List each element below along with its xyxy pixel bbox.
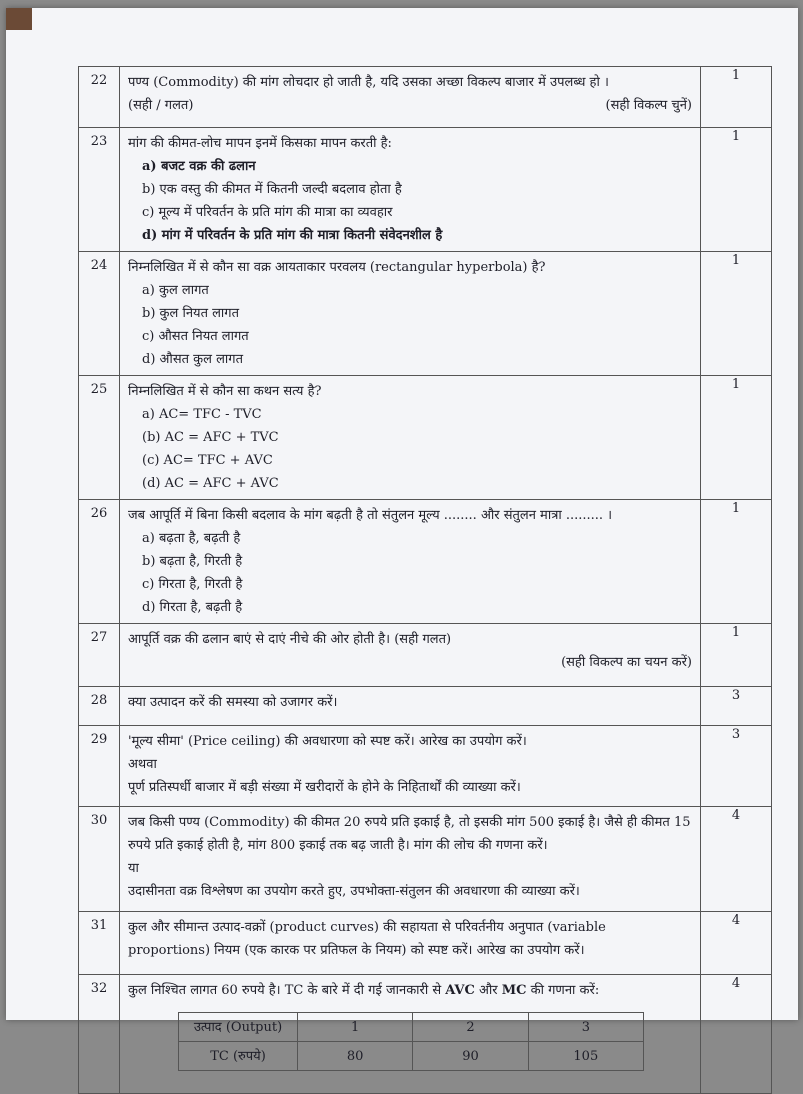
question-cell	[120, 128, 701, 252]
option-c: c) गिरता है, गिरती है	[142, 577, 243, 592]
option-b: b) कुल नियत लागत	[142, 306, 240, 321]
marks: 3	[701, 687, 772, 726]
question-cell	[120, 807, 701, 912]
table-cell: 3	[528, 1013, 643, 1042]
question-text: मांग की कीमत-लोच मापन इनमें किसका मापन करती है:	[128, 136, 392, 151]
question-row-25	[79, 376, 772, 500]
option-d: (d) AC = AFC + AVC	[142, 476, 279, 491]
question-cell	[120, 376, 701, 500]
marks: 1	[701, 252, 772, 376]
question-cell	[120, 624, 701, 687]
question-text: पण्य (Commodity) की मांग लोचदार हो जाती है, यदि उसका अच्छा विकल्प बाजार में उपलब्ध हो ।	[128, 75, 609, 90]
table-cell: 105	[528, 1042, 643, 1071]
marks: 4	[701, 912, 772, 975]
question-number: 29	[79, 726, 120, 807]
question-row-32	[79, 975, 772, 1094]
table-row-label: TC (रुपये)	[179, 1042, 298, 1071]
question-cell	[120, 687, 701, 726]
question-cell	[120, 726, 701, 807]
question-row-29	[79, 726, 772, 807]
question-cell	[120, 912, 701, 975]
table-row-label: उत्पाद (Output)	[179, 1013, 298, 1042]
option-a: a) कुल लागत	[142, 283, 209, 298]
table-row	[179, 1013, 644, 1042]
marks: 1	[701, 624, 772, 687]
question-cell	[120, 500, 701, 624]
option-c: (c) AC= TFC + AVC	[142, 453, 273, 468]
option-a: a) बढ़ता है, बढ़ती है	[142, 531, 241, 546]
option-d: d) औसत कुल लागत	[142, 352, 243, 367]
question-text: निम्नलिखित में से कौन सा कथन सत्य है?	[128, 384, 322, 399]
question-text: क्या उत्पादन करें की समस्या को उजागर करें।	[128, 695, 338, 710]
question-number: 24	[79, 252, 120, 376]
question-row-23	[79, 128, 772, 252]
option-c: c) मूल्य में परिवर्तन के प्रति मांग की मात्रा का व्यवहार	[142, 205, 393, 220]
option-a: a) बजट वक्र की ढलान	[142, 159, 256, 174]
question-row-31	[79, 912, 772, 975]
or-label: अथवा	[128, 757, 157, 772]
question-row-26	[79, 500, 772, 624]
marks: 1	[701, 376, 772, 500]
table-cell: 2	[413, 1013, 528, 1042]
question-text: जब आपूर्ति में बिना किसी बदलाव के मांग बढ़ती है तो संतुलन मूल्य ........ और संतुलन मात्रा ......... ।	[128, 508, 613, 523]
question-row-30	[79, 807, 772, 912]
question-text-alt: पूर्ण प्रतिस्पर्धी बाजार में बड़ी संख्या में खरीदारों के होने के निहितार्थों की व्याख्या करें।	[128, 780, 521, 795]
question-sub: (सही / गलत)	[128, 98, 194, 113]
question-row-24	[79, 252, 772, 376]
question-row-27	[79, 624, 772, 687]
exam-paper	[6, 8, 798, 1064]
question-number: 26	[79, 500, 120, 624]
question-cell	[120, 252, 701, 376]
question-number: 28	[79, 687, 120, 726]
question-cell	[120, 975, 701, 1094]
question-row-22	[79, 67, 772, 128]
question-number: 25	[79, 376, 120, 500]
question-instruction: (सही विकल्प का चयन करें)	[561, 655, 692, 670]
option-b: b) एक वस्तु की कीमत में कितनी जल्दी बदलाव होता है	[142, 182, 402, 197]
marks: 1	[701, 128, 772, 252]
question-text: कुल और सीमान्त उत्पाद-वक्रों (product curves) की सहायता से परिवर्तनीय अनुपात (variable proportions) नियम (एक कारक पर प्रतिफल के नियम) को स्पष्ट करें। आरेख का उपयोग करें।	[128, 920, 606, 958]
option-b: (b) AC = AFC + TVC	[142, 430, 279, 445]
marks: 1	[701, 500, 772, 624]
question-text: निम्नलिखित में से कौन सा वक्र आयताकार परवलय (rectangular hyperbola) है?	[128, 260, 546, 275]
option-d: d) मांग में परिवर्तन के प्रति मांग की मात्रा कितनी संवेदनशील है	[142, 228, 443, 243]
marks: 4	[701, 975, 772, 1094]
option-d: d) गिरता है, बढ़ती है	[142, 600, 243, 615]
marks: 1	[701, 67, 772, 128]
option-b: b) बढ़ता है, गिरती है	[142, 554, 243, 569]
question-number: 27	[79, 624, 120, 687]
photo-corner	[6, 8, 32, 30]
question-text: कुल निश्चित लागत 60 रुपये है। TC के बारे में दी गई जानकारी से AVC और MC की गणना करें:	[128, 983, 600, 998]
table-cell: 90	[413, 1042, 528, 1071]
question-instruction: (सही विकल्प चुनें)	[605, 98, 692, 113]
cost-table	[178, 1012, 644, 1071]
marks: 4	[701, 807, 772, 912]
table-cell: 80	[298, 1042, 413, 1071]
marks: 3	[701, 726, 772, 807]
question-text: 'मूल्य सीमा' (Price ceiling) की अवधारणा को स्पष्ट करें। आरेख का उपयोग करें।	[128, 734, 527, 749]
table-cell: 1	[298, 1013, 413, 1042]
option-a: a) AC= TFC - TVC	[142, 407, 262, 422]
table-row	[179, 1042, 644, 1071]
question-number: 32	[79, 975, 120, 1094]
question-text: जब किसी पण्य (Commodity) की कीमत 20 रुपये प्रति इकाई है, तो इसकी मांग 500 इकाई है। जैसे ही कीमत 15 रुपये प्रति इकाई होती है, मांग 800 इकाई तक बढ़ जाती है। मांग की लोच की गणना करें।	[128, 815, 691, 853]
question-text-alt: उदासीनता वक्र विश्लेषण का उपयोग करते हुए, उपभोक्ता-संतुलन की अवधारणा की व्याख्या करें।	[128, 884, 580, 899]
question-row-28	[79, 687, 772, 726]
question-number: 22	[79, 67, 120, 128]
question-number: 23	[79, 128, 120, 252]
question-table	[78, 66, 772, 1094]
question-text: आपूर्ति वक्र की ढलान बाएं से दाएं नीचे की ओर होती है। (सही गलत)	[128, 632, 452, 647]
option-c: c) औसत नियत लागत	[142, 329, 249, 344]
question-cell	[120, 67, 701, 128]
or-label: या	[128, 861, 139, 876]
question-number: 31	[79, 912, 120, 975]
question-number: 30	[79, 807, 120, 912]
